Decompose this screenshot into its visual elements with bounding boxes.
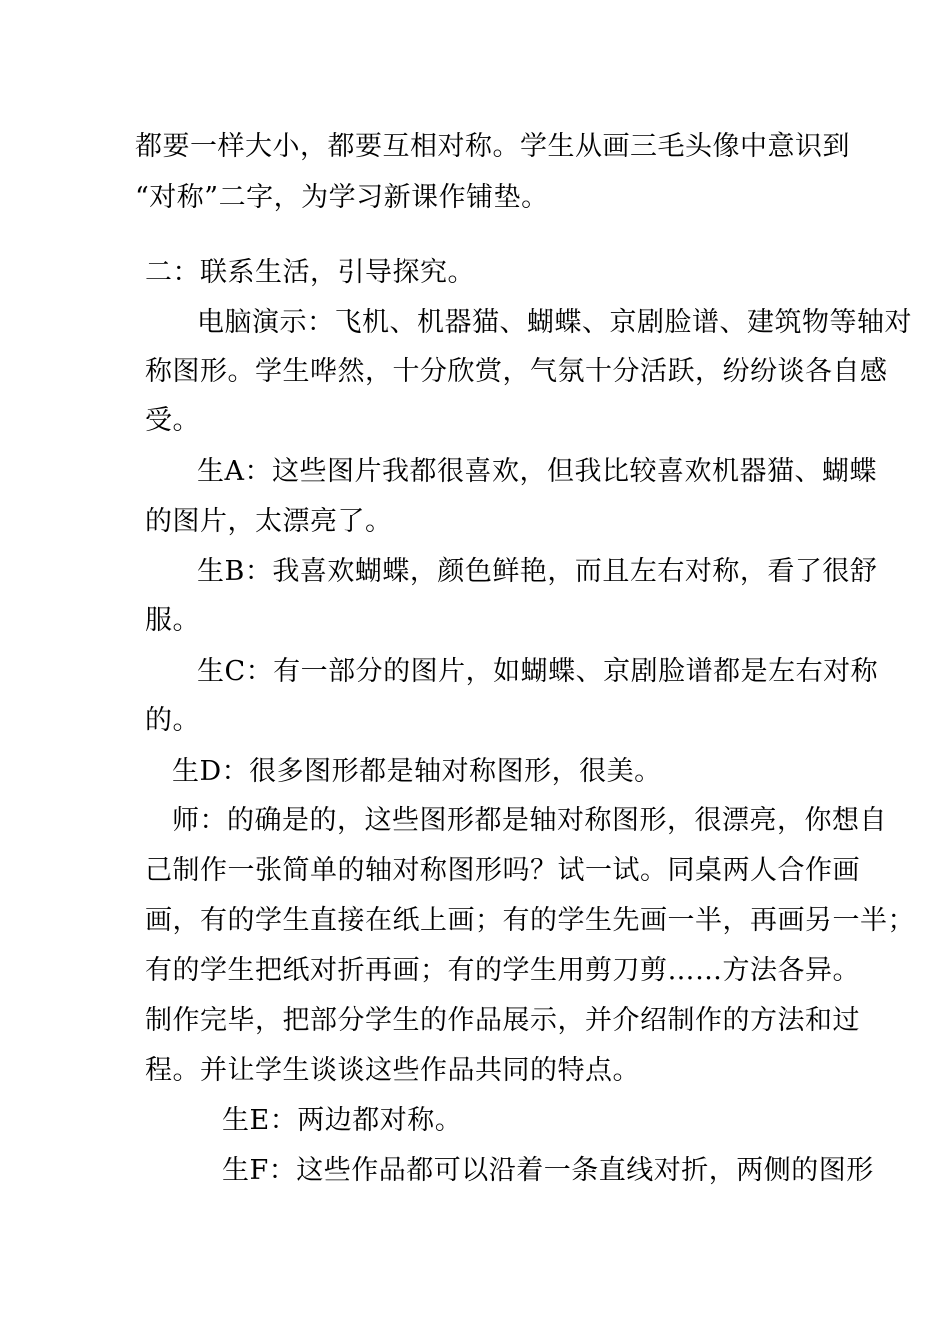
text-line: 都要一样大小，都要互相对称。学生从画三毛头像中意识到 bbox=[135, 131, 850, 162]
text-line: 的图片，太漂亮了。 bbox=[145, 506, 393, 537]
text-line: 师：的确是的，这些图形都是轴对称图形，很漂亮，你想自 bbox=[172, 805, 887, 836]
text-line: 称图形。学生哗然，十分欣赏，气氛十分活跃，纷纷谈各自感 bbox=[145, 356, 888, 387]
text-line: 电脑演示：飞机、机器猫、蝴蝶、京剧脸谱、建筑物等轴对 bbox=[197, 307, 912, 338]
section-heading: 二：联系生活，引导探究。 bbox=[145, 257, 475, 288]
text-line: 有的学生把纸对折再画；有的学生用剪刀剪……方法各异。 bbox=[145, 955, 860, 986]
text-line: “对称”二字，为学习新课作铺垫。 bbox=[135, 182, 549, 213]
text-line: 生F：这些作品都可以沿着一条直线对折，两侧的图形 bbox=[222, 1155, 874, 1186]
text-line: 生C：有一部分的图片，如蝴蝶、京剧脸谱都是左右对称 bbox=[197, 656, 879, 687]
text-line: 生D：很多图形都是轴对称图形，很美。 bbox=[172, 756, 662, 787]
text-line: 服。 bbox=[145, 605, 200, 636]
text-line: 程。并让学生谈谈这些作品共同的特点。 bbox=[145, 1055, 640, 1086]
text-line: 制作完毕，把部分学生的作品展示，并介绍制作的方法和过 bbox=[145, 1005, 860, 1036]
text-line: 生B：我喜欢蝴蝶，颜色鲜艳，而且左右对称，看了很舒 bbox=[197, 556, 878, 587]
text-line: 画，有的学生直接在纸上画；有的学生先画一半，再画另一半； bbox=[145, 905, 915, 936]
text-line: 生A：这些图片我都很喜欢，但我比较喜欢机器猫、蝴蝶 bbox=[197, 456, 877, 487]
text-line: 生E：两边都对称。 bbox=[222, 1105, 463, 1136]
text-line: 的。 bbox=[145, 705, 200, 736]
text-line: 己制作一张简单的轴对称图形吗？试一试。同桌两人合作画 bbox=[145, 855, 860, 886]
text-line: 受。 bbox=[145, 405, 200, 436]
